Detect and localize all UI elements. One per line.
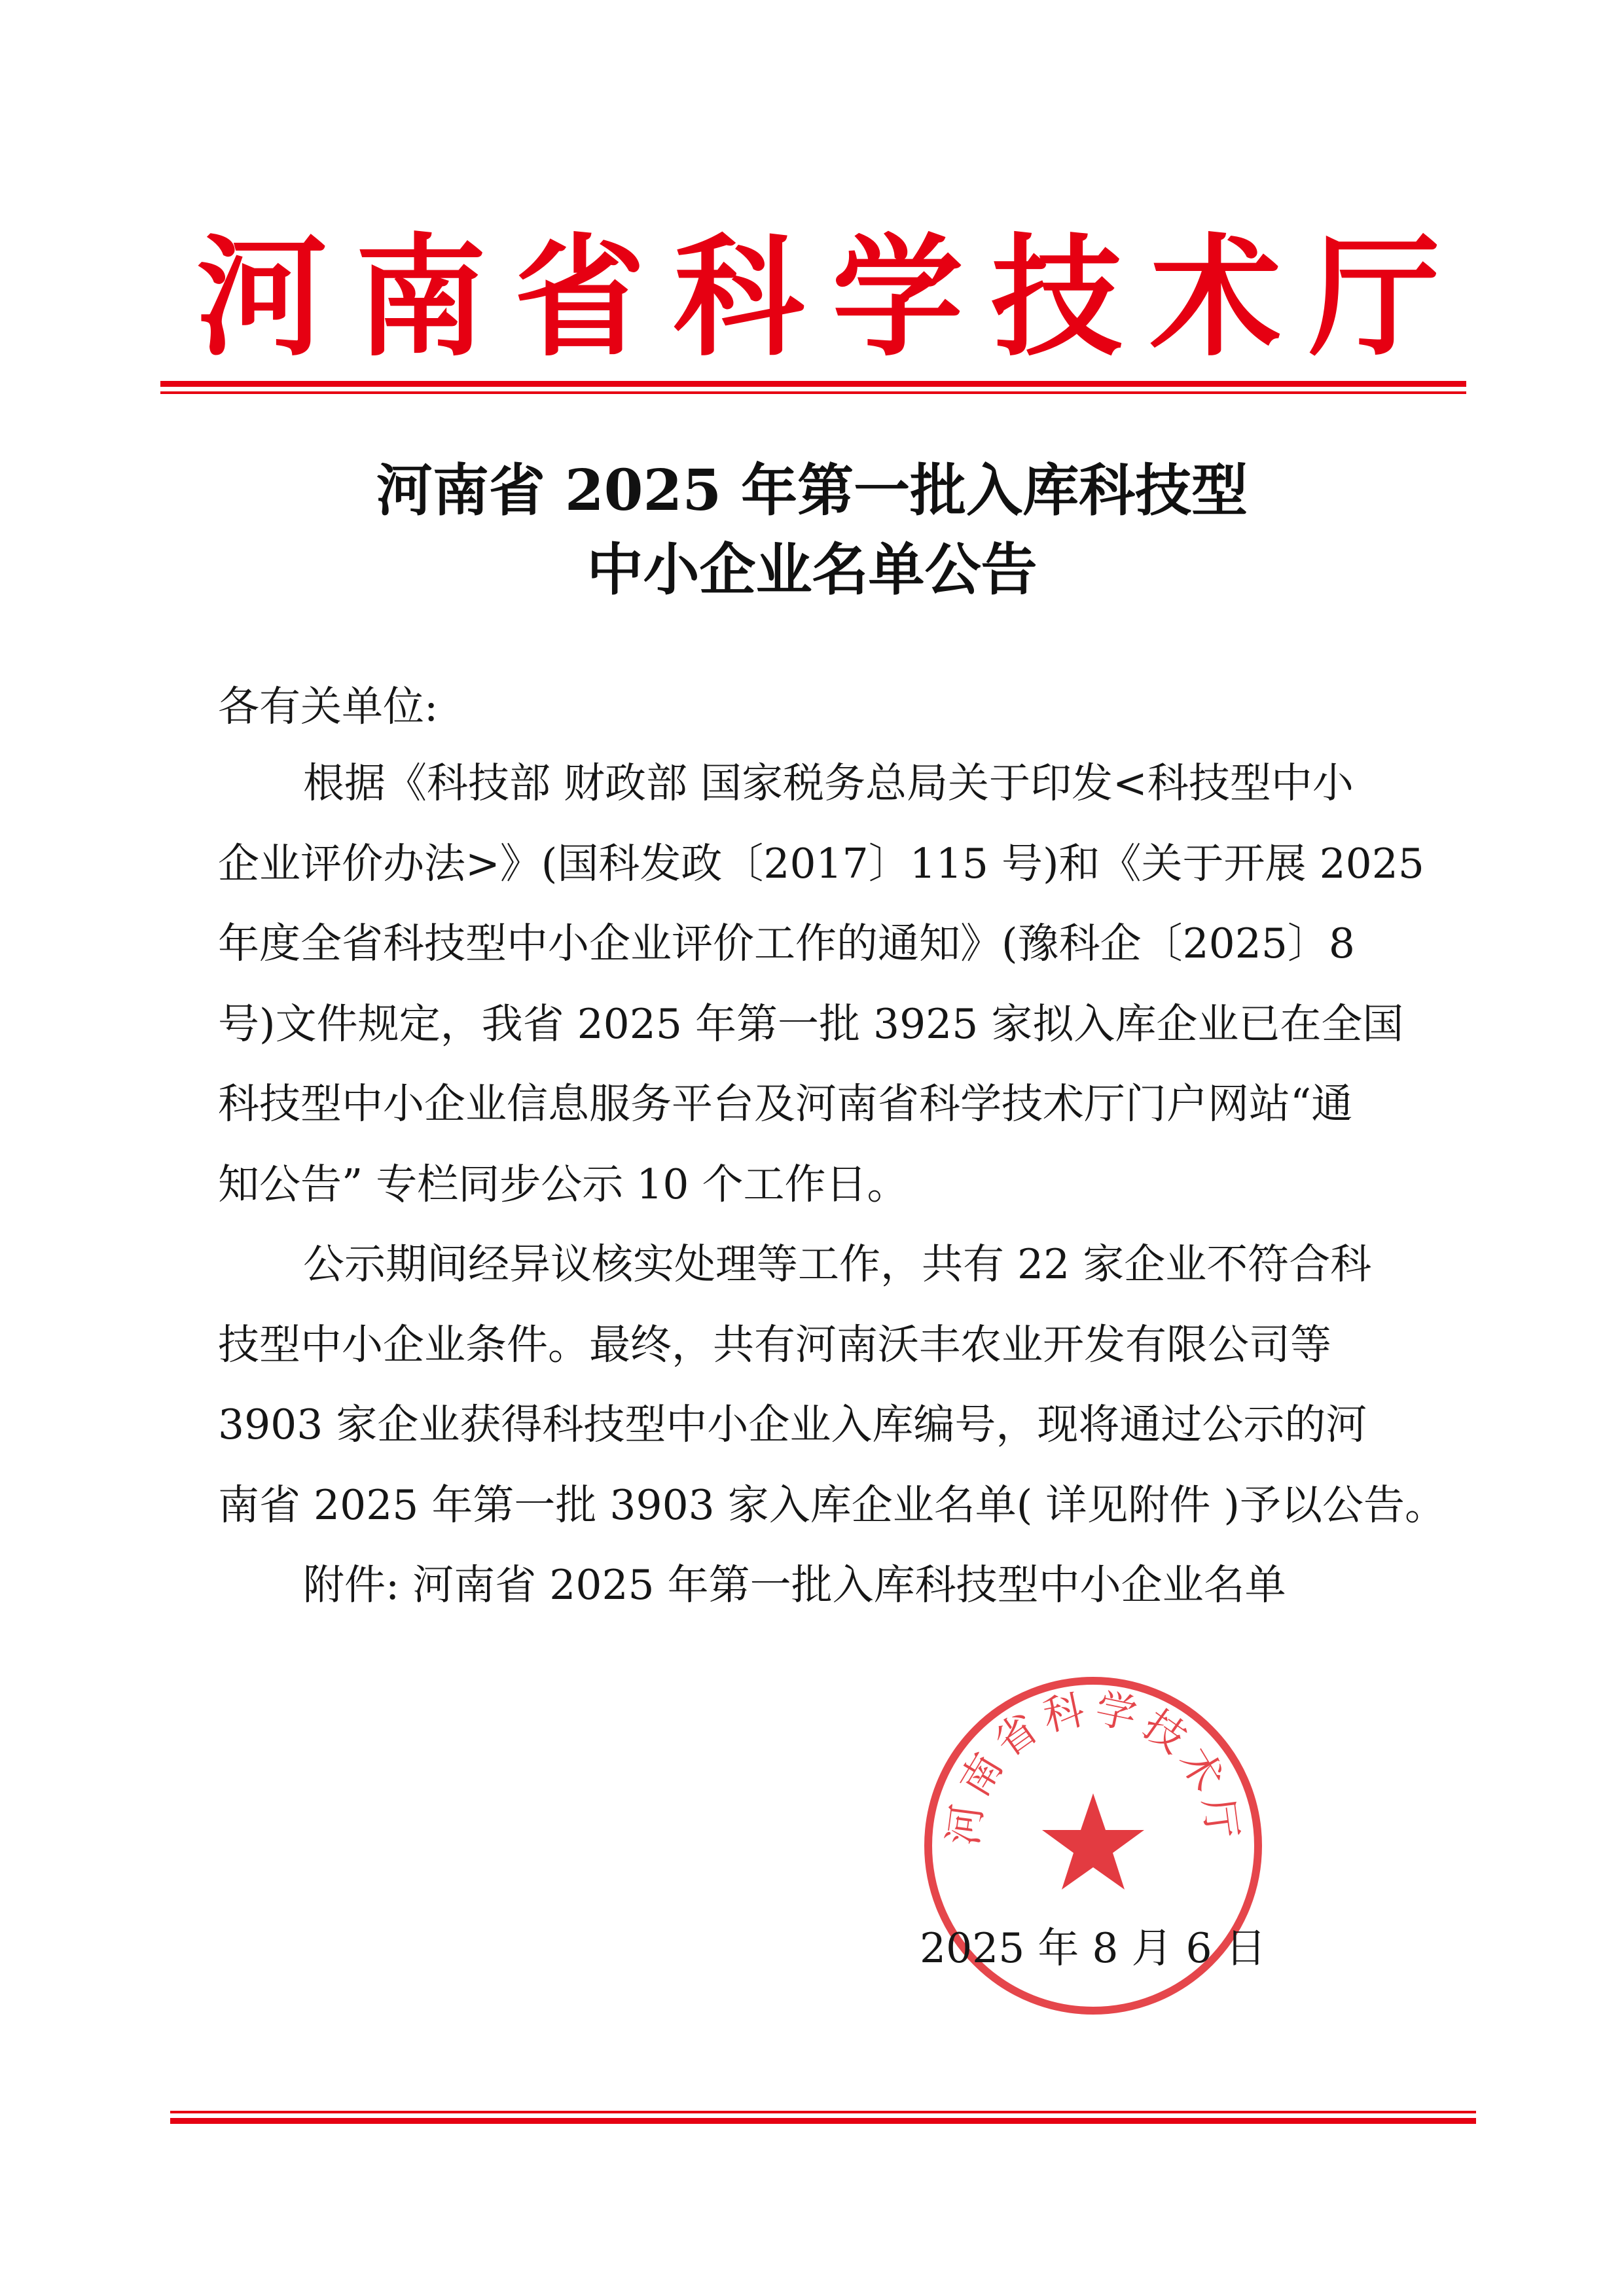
header-rule-thin bbox=[160, 391, 1466, 394]
star-icon bbox=[1042, 1793, 1144, 1890]
document-title-line-2: 中小企业名单公告 bbox=[586, 537, 1038, 603]
letterhead-char: 科 bbox=[673, 221, 804, 374]
salutation: 各有关单位: bbox=[218, 683, 439, 730]
attachment-note: 附件: 河南省 2025 年第一批入库科技型中小企业名单 bbox=[303, 1561, 1286, 1609]
footer-rule-thin bbox=[170, 2111, 1476, 2113]
paragraph-2-line: 公示期间经异议核实处理等工作，共有 22 家企业不符合科 bbox=[303, 1240, 1372, 1288]
paragraph-1-line: 科技型中小企业信息服务平台及河南省科学技术厅门户网站“通 bbox=[218, 1080, 1353, 1128]
paragraph-2-line: 技型中小企业条件。最终，共有河南沃丰农业开发有限公司等 bbox=[218, 1321, 1331, 1369]
letterhead-char: 学 bbox=[832, 221, 964, 374]
document-title-line-1: 河南省 2025 年第一批入库科技型 bbox=[376, 457, 1248, 524]
letterhead-char: 厅 bbox=[1308, 221, 1440, 374]
letterhead-title bbox=[196, 223, 1440, 373]
letterhead-char: 省 bbox=[514, 221, 645, 374]
letterhead-char: 术 bbox=[1150, 221, 1282, 374]
paragraph-1-line: 根据《科技部 财政部 国家税务总局关于印发<科技型中小 bbox=[303, 759, 1354, 807]
issue-date: 2025 年 8 月 6 日 bbox=[920, 1924, 1267, 1972]
paragraph-1-line: 号)文件规定，我省 2025 年第一批 3925 家拟入库企业已在全国 bbox=[218, 1000, 1404, 1048]
paragraph-2-line: 南省 2025 年第一批 3903 家入库企业名单( 详见附件 )予以公告。 bbox=[218, 1481, 1446, 1529]
paragraph-2-line: 3903 家企业获得科技型中小企业入库编号，现将通过公示的河 bbox=[218, 1401, 1367, 1448]
paragraph-1-line: 企业评价办法>》(国科发政〔2017〕115 号)和《关于开展 2025 bbox=[218, 840, 1424, 888]
footer-rule-thick bbox=[170, 2118, 1476, 2124]
paragraph-1-line: 年度全省科技型中小企业评价工作的通知》(豫科企〔2025〕8 bbox=[218, 920, 1355, 967]
letterhead-char: 南 bbox=[355, 221, 486, 374]
letterhead-char: 技 bbox=[991, 221, 1123, 374]
header-rule-thick bbox=[160, 381, 1466, 387]
seal-text: 河南省科学技术厅 bbox=[939, 1684, 1248, 1848]
letterhead-char: 河 bbox=[196, 221, 328, 374]
paragraph-1-line: 知公告” 专栏同步公示 10 个工作日。 bbox=[218, 1160, 909, 1208]
